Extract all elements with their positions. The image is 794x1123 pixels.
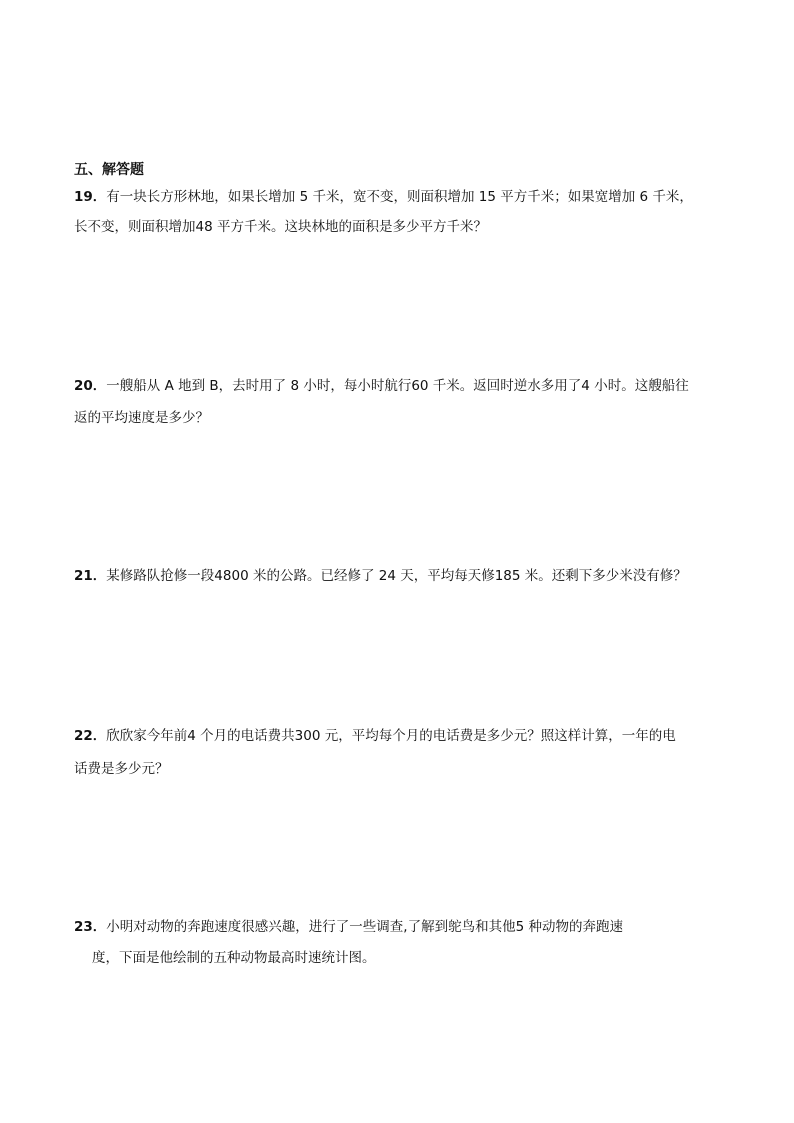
question-number: 20． (74, 378, 107, 394)
question-20-line-2: 返的平均速度是多少？ (74, 410, 209, 426)
question-23-line-2: 度，下面是他绘制的五种动物最高时速统计图。 (92, 950, 376, 966)
question-text: 一艘船从 A 地到 B，去时用了 8 小时，每小时航行60 千米。返回时逆水多用了4 小时。这艘船往 (106, 378, 689, 394)
question-number: 21． (74, 568, 107, 584)
question-20-line-1 (74, 376, 689, 396)
question-text: 有一块长方形林地，如果长增加 5 千米，宽不变，则面积增加 15 平方千米；如果宽增加 6 千米， (106, 189, 693, 205)
question-number: 19． (74, 189, 107, 205)
question-22-line-2: 话费是多少元？ (74, 761, 169, 777)
question-number: 22． (74, 728, 107, 744)
question-19-line-2: 长不变，则面积增加48 平方千米。这块林地的面积是多少平方千米？ (74, 219, 487, 235)
question-number: 23． (74, 919, 107, 935)
question-text: 小明对动物的奔跑速度很感兴趣，进行了一些调查,了解到鸵鸟和其他5 种动物的奔跑速 (106, 919, 623, 935)
question-text: 欣欣家今年前4 个月的电话费共300 元，平均每个月的电话费是多少元？照这样计算，一年的电 (106, 728, 676, 744)
question-text: 某修路队抢修一段4800 米的公路。已经修了 24 天，平均每天修185 米。还剩下多少米没有修？ (106, 568, 687, 584)
question-19-line-1 (74, 187, 693, 207)
question-22-line-1 (74, 726, 676, 746)
question-21-line-1 (74, 566, 687, 586)
question-23-line-1 (74, 917, 623, 937)
section-title: 五、解答题 (74, 162, 144, 178)
